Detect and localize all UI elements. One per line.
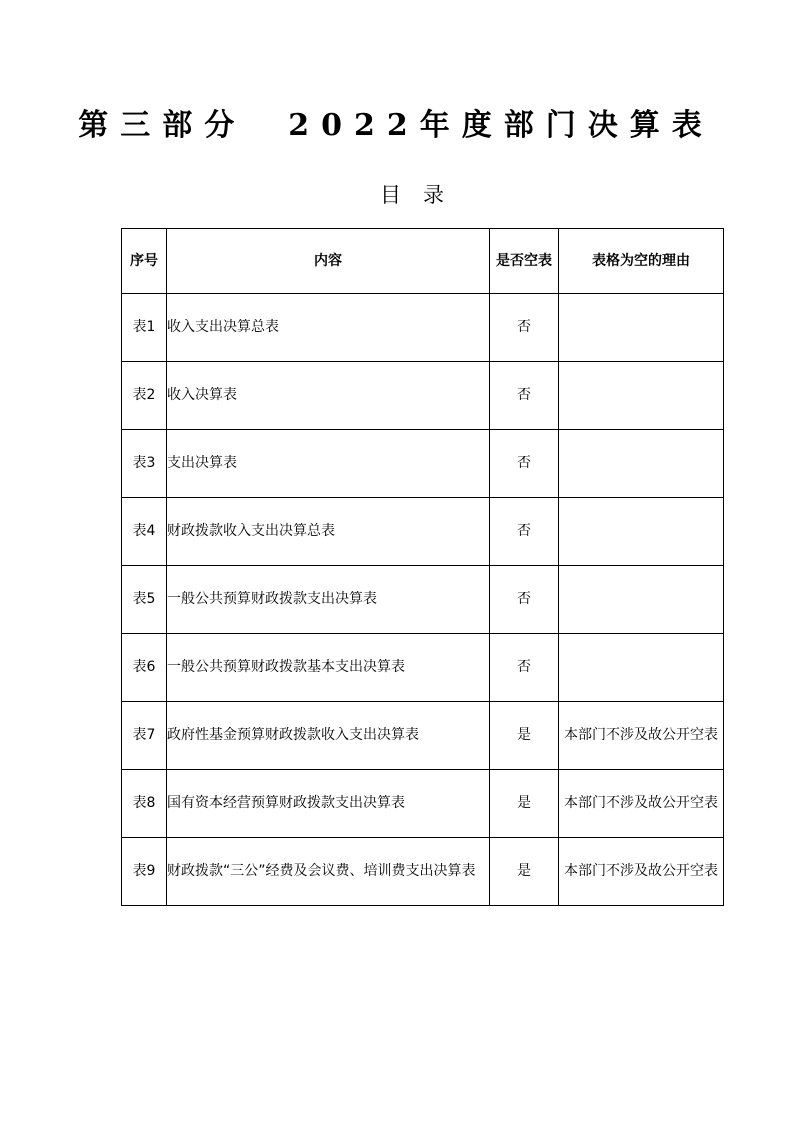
cell-no: 表9 — [122, 838, 167, 906]
column-header-no: 序号 — [122, 229, 167, 294]
cell-reason — [559, 294, 724, 362]
column-header-reason: 表格为空的理由 — [559, 229, 724, 294]
column-header-content: 内容 — [167, 229, 490, 294]
page-title: 第三部分 2022年度部门决算表 — [78, 108, 714, 143]
cell-content: 财政拨款收入支出决算总表 — [167, 498, 490, 566]
cell-no: 表2 — [122, 362, 167, 430]
table-row — [122, 770, 724, 838]
table-row — [122, 362, 724, 430]
column-header-empty: 是否空表 — [490, 229, 559, 294]
cell-empty: 是 — [490, 838, 559, 906]
cell-reason: 本部门不涉及故公开空表 — [559, 838, 724, 906]
table-row — [122, 498, 724, 566]
cell-empty: 是 — [490, 770, 559, 838]
cell-no: 表7 — [122, 702, 167, 770]
cell-reason — [559, 362, 724, 430]
cell-no: 表4 — [122, 498, 167, 566]
cell-reason — [559, 430, 724, 498]
table-row — [122, 838, 724, 906]
cell-empty: 否 — [490, 634, 559, 702]
cell-content: 一般公共预算财政拨款基本支出决算表 — [167, 634, 490, 702]
cell-content: 财政拨款“三公”经费及会议费、培训费支出决算表 — [167, 838, 490, 906]
toc-heading: 目录 — [380, 183, 466, 207]
cell-reason: 本部门不涉及故公开空表 — [559, 702, 724, 770]
cell-empty: 否 — [490, 362, 559, 430]
cell-no: 表5 — [122, 566, 167, 634]
cell-reason: 本部门不涉及故公开空表 — [559, 770, 724, 838]
cell-content: 一般公共预算财政拨款支出决算表 — [167, 566, 490, 634]
cell-no: 表6 — [122, 634, 167, 702]
cell-content: 收入支出决算总表 — [167, 294, 490, 362]
cell-no: 表1 — [122, 294, 167, 362]
cell-empty: 否 — [490, 498, 559, 566]
table-row — [122, 430, 724, 498]
table-row — [122, 566, 724, 634]
cell-empty: 否 — [490, 430, 559, 498]
header-row — [122, 229, 724, 294]
cell-no: 表3 — [122, 430, 167, 498]
table-row — [122, 294, 724, 362]
table-row — [122, 634, 724, 702]
cell-empty: 否 — [490, 566, 559, 634]
cell-content: 国有资本经营预算财政拨款支出决算表 — [167, 770, 490, 838]
cell-empty: 是 — [490, 702, 559, 770]
cell-content: 收入决算表 — [167, 362, 490, 430]
cell-reason — [559, 498, 724, 566]
table-of-contents — [121, 228, 724, 906]
table-row — [122, 702, 724, 770]
cell-reason — [559, 634, 724, 702]
cell-empty: 否 — [490, 294, 559, 362]
cell-no: 表8 — [122, 770, 167, 838]
cell-content: 政府性基金预算财政拨款收入支出决算表 — [167, 702, 490, 770]
cell-content: 支出决算表 — [167, 430, 490, 498]
cell-reason — [559, 566, 724, 634]
